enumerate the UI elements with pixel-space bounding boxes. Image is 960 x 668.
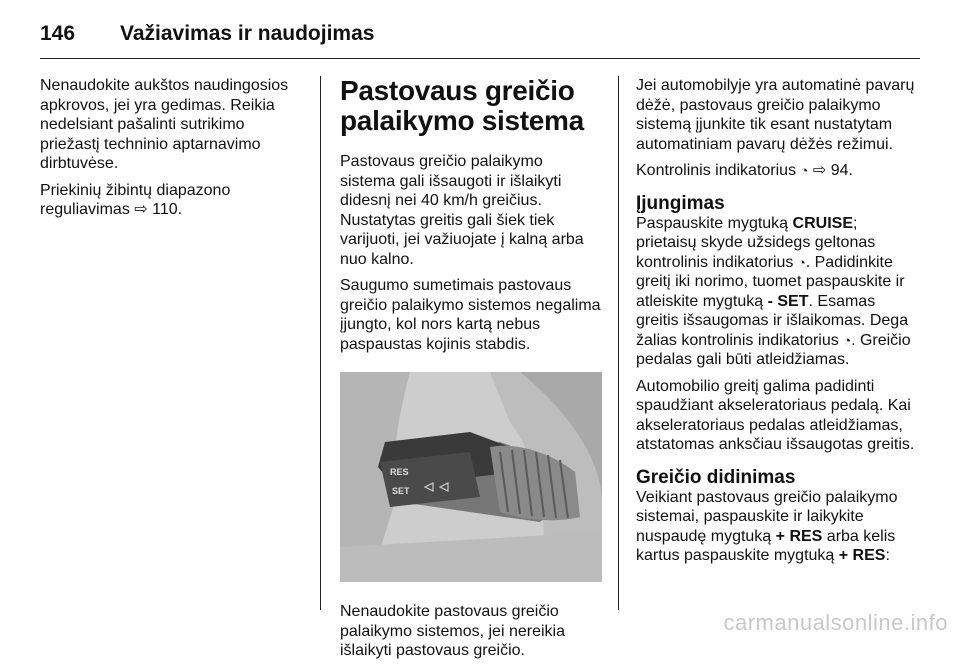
section-title: Važiavimas ir naudojimas <box>120 22 375 45</box>
cruise-control-stalk-image <box>340 372 602 582</box>
paragraph <box>636 214 922 370</box>
column-left <box>40 76 300 227</box>
subsection-heading: Greičio didinimas <box>636 466 796 488</box>
paragraph <box>636 161 922 181</box>
paragraph-text: ; prietaisų skyde užsidegs geltonas kontrolinis indikatorius <box>636 214 876 271</box>
page-ref-arrow-icon: ⇨ <box>812 162 827 179</box>
stalk-illustration <box>340 372 602 582</box>
paragraph-text: Priekinių žibintų diapazono reguliavimas <box>40 181 231 218</box>
set-label: SET <box>392 486 410 496</box>
paragraph: Jei automobilyje yra automatinė pavarų dėžė, pastovaus greičio palaikymo sistemą įjunkite tik esant nustatytam automatiniam pavarų dėžės režimui. <box>636 77 915 153</box>
watermark: carmanualsonline.info <box>723 610 948 635</box>
button-name-res: + RES <box>775 527 823 545</box>
column-divider <box>320 76 321 610</box>
page-header <box>40 18 920 59</box>
paragraph-text: . Greičio pedalas gali būti atleidžiamas. <box>636 331 911 368</box>
cruise-indicator-icon: ◔ <box>800 163 809 178</box>
res-label: RES <box>390 467 409 477</box>
paragraph <box>40 181 300 220</box>
paragraph-text: : <box>885 547 890 564</box>
column-middle <box>340 76 602 668</box>
column-divider <box>618 76 619 610</box>
button-name-set: - SET <box>767 292 809 310</box>
paragraph-text: Veikiant pastovaus greičio palaikymo sistemai, paspauskite ir laikykite nuspaudę mygtuką <box>636 488 898 545</box>
cruise-indicator-icon: ◔ <box>843 332 852 348</box>
page-ref-arrow-icon: ⇨ <box>134 201 148 218</box>
paragraph-text: . Padidinkite greitį iki norimo, tuomet paspauskite ir atleiskite mygtuką <box>636 253 905 310</box>
page-ref[interactable]: 110. <box>152 201 183 218</box>
paragraph-text: . Esamas greitis išsaugomas ir išlaikomas. Dega žalias kontrolinis indikatorius <box>636 292 909 349</box>
button-name-cruise: CRUISE <box>792 214 853 232</box>
paragraph: Pastovaus greičio palaikymo sistema gali išsaugoti ir išlaikyti didesnį nei 40 km/h greičius. Nustatytas greitis gali šiek tiek varijuoti, jei važiuojate į kalną arba nuo kalno. <box>340 153 584 268</box>
paragraph-text: Kontrolinis indikatorius <box>636 162 801 179</box>
paragraph: Nenaudokite aukštos naudingosios apkrovos, jei yra gedimas. Reikia nedelsiant pašalinti sutrikimo priežastį techninio aptarnavimo dirbtuvėse. <box>40 77 289 172</box>
cruise-indicator-icon: ◔ <box>797 254 806 270</box>
paragraph: Automobilio greitį galima padidinti spaudžiant akseleratoriaus pedalą. Kai akseleratoriaus pedalas atleidžiamas, atstatomas anksčiau išsaugotas greitis. <box>636 377 915 453</box>
page-number: 146 <box>40 22 76 45</box>
paragraph-text: Paspauskite mygtuką <box>636 214 793 232</box>
paragraph-text: arba kelis kartus paspauskite mygtuką <box>636 527 896 564</box>
paragraph: Saugumo sumetimais pastovaus greičio palaikymo sistemos negalima įjungto, kol nors kartą nebus paspaustas kojinis stabdis. <box>340 277 601 353</box>
paragraph: Nenaudokite pastovaus greičio palaikymo sistemos, jei nereikia išlaikyti pastovaus greičio. <box>340 603 565 659</box>
section-heading: Pastovaus greičio palaikymo sistema <box>340 75 584 136</box>
subsection-heading: Įjungimas <box>636 192 725 214</box>
page-ref[interactable]: 94. <box>830 162 853 179</box>
button-name-res: + RES <box>838 547 886 564</box>
paragraph <box>636 488 922 566</box>
column-right <box>636 76 922 573</box>
